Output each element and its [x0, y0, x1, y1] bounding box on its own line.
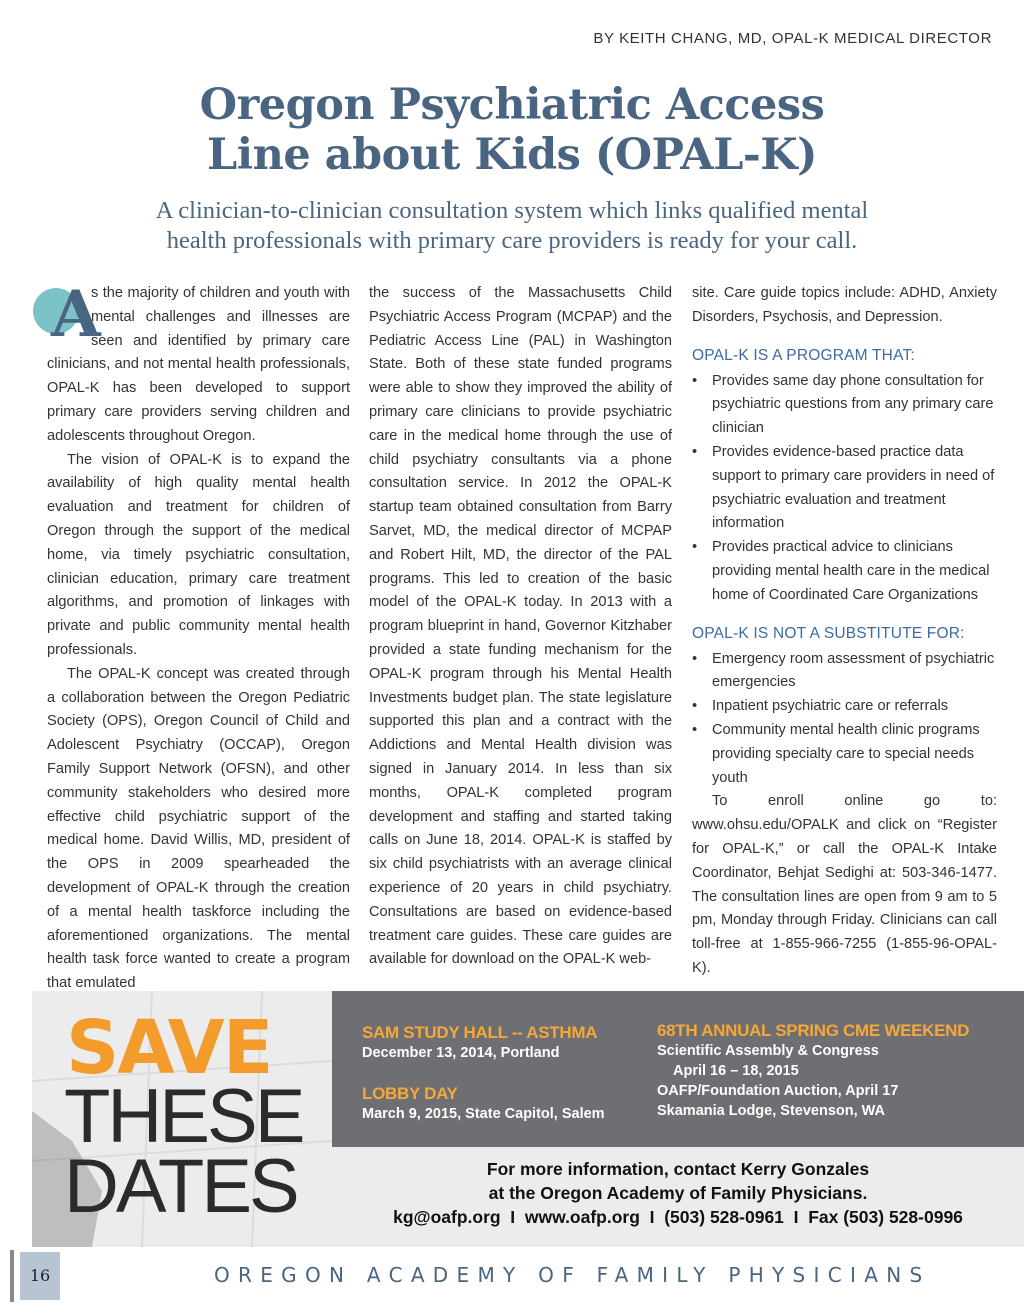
article-title	[0, 80, 1024, 180]
paragraph-4: the success of the Massachusetts Child Psychiatric Access Program (MCPAP) and the Pediatric Access Line (PAL) in Washington State. Both of these state funded programs were able to show they improved the ability of primary care clinicians to provide psychiatric care in the medical home through the use of child psychiatry consultants via a phone consultation service. In 2012 the OPAL-K startup team obtained consultation from Barry Sarvet, MD, the medical director of MCPAP and Robert Hilt, MD, the director of the PAL programs. This led to creation of the basic model of the OPAL-K today. In 2013 with a program blueprint in hand, Governor Kitzhaber provided a state funding mechanism for the OPAL-K program through his Mental Health Investments budget plan. The state legislature supported this plan and a contract with the Addictions and Mental Health division was signed in January 2014. In less than six months, OPAL-K completed program development and staffing and started taking calls on June 18, 2014. OPAL-K is staffed by six child psychiatrists with an average clinical experience of 20 years in child psychiatry. Consultations are based on evidence-based treatment care guides. These care guides are available for download on the OPAL-K web-	[369, 285, 672, 968]
list-item: • Provides practical advice to clinicians providing mental health care in the medical home of Coordinated Care Organizations	[692, 536, 997, 607]
event-title: LOBBY DAY	[362, 1084, 458, 1103]
drop-cap	[47, 277, 101, 352]
contact-line-2: at the Oregon Academy of Family Physicians.	[488, 1183, 868, 1203]
paragraph-3: The OPAL-K concept was created through a collaboration between the Oregon Pediatric Society (OPS), Oregon Council of Child and Adolescent Psychiatry (OCCAP), Oregon Family Support Network (OFSN), and other community stakeholders who desired more effective child psychiatric support of the medical home. David Willis, MD, president of the OPS in 2009 spearheaded the development of OPAL-K through the creation of a mental health taskforce including the aforementioned organizations. The mental health task force wanted to create a program that emulated	[47, 665, 350, 992]
event-detail: Skamania Lodge, Stevenson, WA	[657, 1103, 886, 1119]
event-detail: OAFP/Foundation Auction, April 17	[657, 1083, 899, 1099]
subtitle-line-2: health professionals with primary care providers is ready for your call.	[166, 227, 858, 254]
event-detail: March 9, 2015, State Capitol, Salem	[362, 1106, 605, 1122]
program-heading: OPAL-K IS A PROGRAM THAT:	[692, 346, 915, 364]
byline: BY KEITH CHANG, MD, OPAL-K MEDICAL DIRECTOR	[593, 30, 992, 47]
subtitle-line-1: A clinician-to-clinician consultation system which links qualified mental	[155, 197, 869, 224]
events-panel	[332, 991, 1024, 1147]
list-item: • Provides same day phone consultation for psychiatric questions from any primary care clinician	[692, 370, 997, 441]
not-substitute-heading: OPAL-K IS NOT A SUBSTITUTE FOR:	[692, 624, 965, 642]
event-title: 68TH ANNUAL SPRING CME WEEKEND	[657, 1021, 970, 1040]
save-word: SAVE	[66, 1005, 272, 1091]
dates-word: DATES	[64, 1144, 297, 1229]
paragraph-5: site. Care guide topics include: ADHD, Anxiety Disorders, Psychosis, and Depression.	[692, 285, 997, 325]
list-item: • Emergency room assessment of psychiatric emergencies	[692, 648, 997, 696]
article-column-3	[692, 282, 997, 981]
article-subtitle	[0, 196, 1024, 256]
not-substitute-list	[692, 648, 997, 791]
enroll-paragraph: To enroll online go to: www.ohsu.edu/OPALK and click on “Register for OPAL-K,” or call the OPAL-K Intake Coordinator, Behjat Sedighi at: 503-346-1477. The consultation lines are open from 9 am to 5 pm, Monday through Friday. Clinicians can call toll-free at 1-855-966-7255 (1-855-96-OPAL-K).	[692, 793, 997, 976]
article-column-2	[369, 282, 672, 972]
event-detail: April 16 – 18, 2015	[673, 1063, 799, 1079]
list-item: • Community mental health clinic programs providing specialty care to special needs youth	[692, 719, 997, 790]
footer-organization: OREGON ACADEMY OF FAMILY PHYSICIANS	[214, 1263, 931, 1287]
contact-info	[332, 1157, 1024, 1229]
event-detail: Scientific Assembly & Congress	[657, 1043, 879, 1059]
drop-cap-letter: A	[51, 277, 101, 352]
list-item: • Inpatient psychiatric care or referrals	[692, 695, 997, 719]
paragraph-1	[47, 277, 350, 449]
list-item: • Provides evidence-based practice data support to primary care providers in need of psychiatric evaluation and treatment information	[692, 441, 997, 536]
event-sam-study-hall	[362, 1023, 597, 1063]
paragraph-2: The vision of OPAL-K is to expand the availability of high quality mental health evaluation and treatment for children of Oregon through the support of the medical home, via timely psychiatric consultation, clinician education, primary care treatment algorithms, and promotion of linkages with private and public community mental health professionals.	[47, 451, 350, 658]
contact-line-3: kg@oafp.org I www.oafp.org I (503) 528-0961 I Fax (503) 528-0996	[393, 1207, 963, 1227]
program-list	[692, 370, 997, 608]
paragraph-1-text: s the majority of children and youth with mental challenges and illnesses are seen and identified by primary care clinicians, and not mental health professionals, OPAL-K has been developed to support primary care providers serving children and adolescents throughout Oregon.	[47, 285, 350, 444]
these-word: THESE	[64, 1074, 303, 1159]
contact-line-1: For more information, contact Kerry Gonzales	[486, 1159, 870, 1179]
page-number: 16	[20, 1252, 60, 1300]
save-the-dates-banner	[32, 991, 1024, 1247]
article-column-1	[47, 277, 350, 996]
event-title: SAM STUDY HALL -- ASTHMA	[362, 1023, 598, 1042]
event-lobby-day	[362, 1084, 605, 1124]
footer-accent-bar	[10, 1250, 14, 1302]
title-line-1: Oregon Psychiatric Access	[199, 80, 825, 130]
event-spring-cme	[657, 1021, 969, 1121]
event-detail: December 13, 2014, Portland	[362, 1045, 560, 1061]
title-line-2: Line about Kids (OPAL-K)	[207, 130, 817, 180]
